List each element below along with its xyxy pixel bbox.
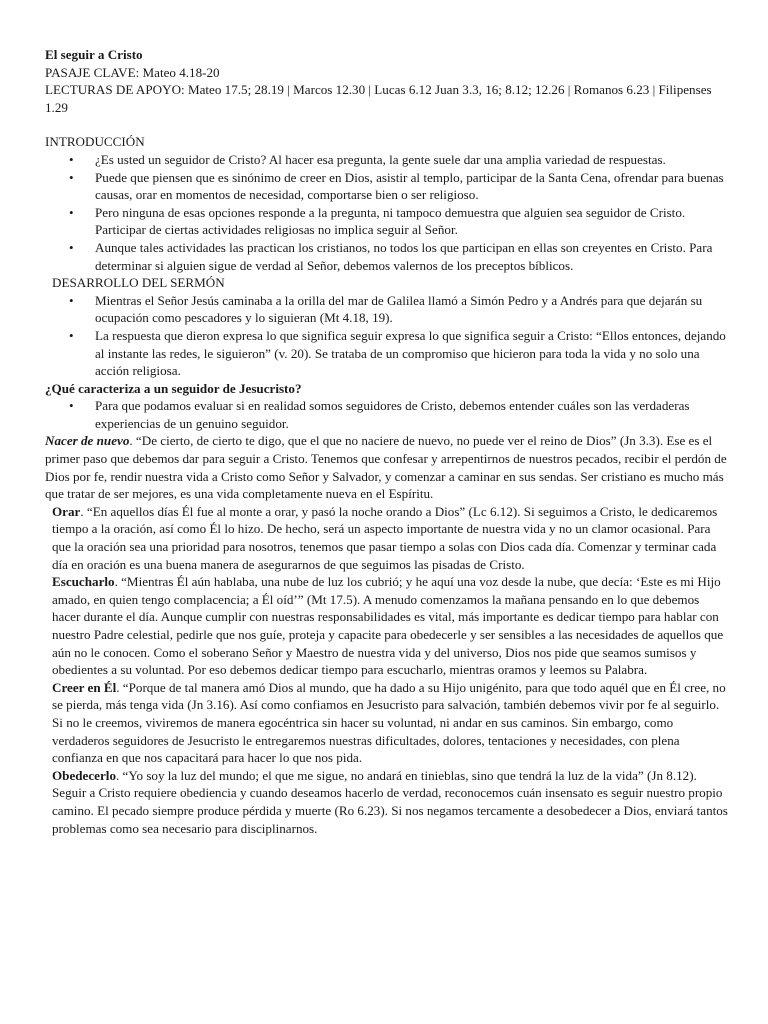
list-item: • Para que podamos evaluar si en realidad somos seguidores de Cristo, debemos entender cuáles son las verdaderas experiencias de un genuino seguidor. [95,397,728,432]
section-text: . “En aquellos días Él fue al monte a orar, y pasó la noche orando a Dios” (Lc 6.12). Si seguimos a Cristo, le dedicaremos tiempo a la oración, así como Él lo hizo. De hecho, será un aspecto importante de nuestra vida y no un clamor ocasional. Para que la oración sea una prioridad para nosotros, tenemos que pasar tiempo a solas con Dios cada día. Comenzar y terminar cada día en oración es una buena manera de asegurarnos de que seguimos las pisadas de Cristo. [52,503,718,572]
section-text: . “De cierto, de cierto te digo, que el que no naciere de nuevo, no puede ver el reino de Dios” (Jn 3.3). Ese es el primer paso que debemos dar para seguir a Cristo. Tenemos que confesar y arrepentirnos de nuestros pecados, recibir el perdón de Dios por fe, rendir nuestra vida a Cristo como Señor y Salvador, y comenzar a caminar en sus sendas. Ser cristiano es mucho más que tratar de ser mejores, es una vida completamente nueva en el Espíritu. [45,433,727,502]
section-text: . “Mientras Él aún hablaba, una nube de luz los cubrió; y he aquí una voz desde la nube, que decía: ‘Este es mi Hijo amado, en quien tengo complacencia; a Él oíd’” (Mt 17.5). A menudo comenzamos la mañana pensando en lo que debemos hacer durante el día. Aunque cumplir con nuestras responsabilidades es vital, más importante es dedicar tiempo para hablar con nuestro Padre celestial, pedirle que nos guíe, proteja y capacite para obedecerle y ser sensibles a las necesidades de aquellos que aún no le conocen. Como el soberano Señor y Maestro de nuestra vida y del universo, Dios nos pide que seamos sumisos y obedientes a su voluntad. Por eso debemos dedicar tiempo para escucharlo, mientras oramos y leemos su Palabra. [52,574,724,678]
section-obedecerlo [45,767,728,837]
section-orar [45,503,728,573]
supporting-readings: LECTURAS DE APOYO: Mateo 17.5; 28.19 | Marcos 12.30 | Lucas 6.12 Juan 3.3, 16; 8.12; 12.26 | Romanos 6.23 | Filipenses 1.29 [45,82,712,115]
intro-list [45,151,728,274]
question-list [45,397,728,432]
spacer [45,116,728,133]
list-item: • Aunque tales actividades las practican los cristianos, no todos los que participan en ellas son creyentes en Cristo. Para determinar si alguien sigue de verdad al Señor, debemos valernos de los preceptos bíblicos. [95,239,728,274]
section-term: Escucharlo [52,574,115,590]
section-term: Nacer de nuevo [45,433,130,449]
section-text: . “Yo soy la luz del mundo; el que me sigue, no andará en tinieblas, sino que tendrá la luz de la vida” (Jn 8.12). Seguir a Cristo requiere obediencia y cuando deseamos hacerlo de verdad, reconocemos cuán insensato es seguir nuestro propio camino. El pecado siempre produce pérdida y muerte (Ro 6.23). Si nos negamos tercamente a desobedecer a Dios, enviará tantos problemas como sea necesario para disciplinarnos. [52,767,728,836]
sermon-heading: DESARROLLO DEL SERMÓN [52,275,225,291]
section-term: Orar [52,503,81,519]
intro-heading: INTRODUCCIÓN [45,134,145,150]
list-item: • Pero ninguna de esas opciones responde a la pregunta, ni tampoco demuestra que alguien sea seguidor de Cristo. Participar de ciertas actividades religiosas no implica seguir al Señor. [95,204,728,239]
list-item: • Mientras el Señor Jesús caminaba a la orilla del mar de Galilea llamó a Simón Pedro y a Andrés para que dejarán su ocupación como pescadores y lo siguieran (Mt 4.18, 19). [95,292,728,327]
section-nacer [45,432,728,502]
list-item: • ¿Es usted un seguidor de Cristo? Al hacer esa pregunta, la gente suele dar una amplia variedad de respuestas. [95,151,728,169]
sermon-list [45,292,728,380]
section-escucharlo [45,573,728,679]
section-text: . “Porque de tal manera amó Dios al mundo, que ha dado a su Hijo unigénito, para que todo aquél que en Él cree, no se pierda, más tenga vida (Jn 3.16). Así como confiamos en Jesucristo para salvación, también debemos vivir por fe al seguirlo. Si no le creemos, viviremos de manera egocéntrica sin hacer su voluntad, ni andar en sus caminos. Sin embargo, como verdaderos seguidores de Jesucristo le entregaremos nuestras dificultades, dolores, tentaciones y necesidades, con plena confianza en que nos capacitará para hacer lo que nos pida. [52,679,726,766]
section-term: Obedecerlo [52,767,116,783]
key-passage: PASAJE CLAVE: Mateo 4.18-20 [45,64,220,80]
document-title: El seguir a Cristo [45,47,143,62]
list-item: • Puede que piensen que es sinónimo de creer en Dios, asistir al templo, participar de la Santa Cena, ofrendar para buenas causas, orar en momentos de necesidad, comportarse bien o ser religioso. [95,169,728,204]
section-creer [45,679,728,767]
question-heading: ¿Qué caracteriza a un seguidor de Jesucristo? [45,380,302,396]
list-item: • La respuesta que dieron expresa lo que significa seguir expresa lo que significa seguir a Cristo: “Ellos entonces, dejando al instante las redes, le siguieron” (v. 20). Se trataba de un compromiso que hicieron para toda la vida y no solo una acción religiosa. [95,327,728,380]
section-term: Creer en Él [52,679,117,695]
